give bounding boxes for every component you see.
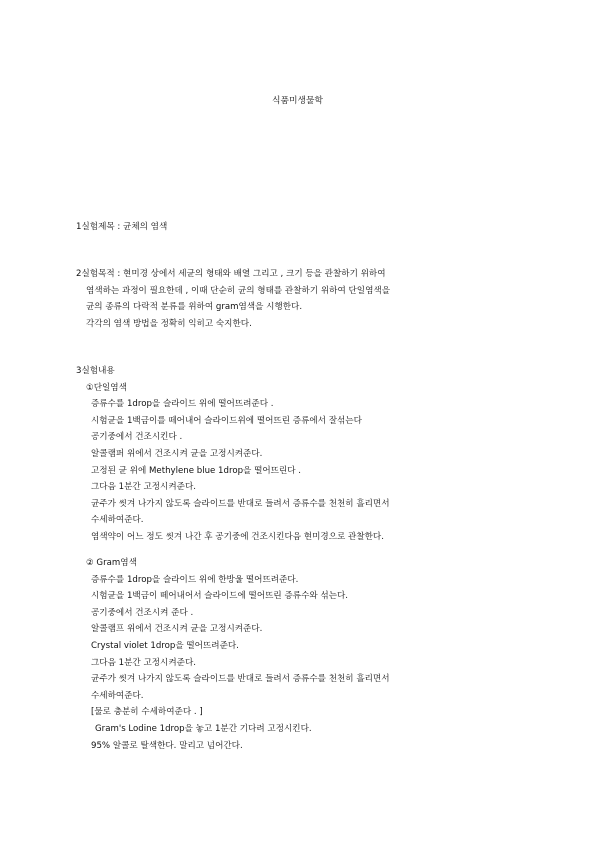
procedure-step: 공기중에서 건조시킨다 . [91, 432, 183, 443]
procedure-step: 수세하여준다. [91, 515, 144, 526]
procedure-step: [물로 충분히 수세하여준다 . ] [91, 707, 203, 718]
subsection-heading-gram-stain: ② Gram염색 [86, 558, 137, 568]
procedure-step: 알콜램프 위에서 건조시켜 균을 고정시켜준다. [91, 624, 263, 635]
procedure-step: 그다음 1분간 고정시켜준다. [91, 657, 196, 668]
section-experiment-purpose [76, 266, 516, 332]
procedure-step: 균주가 씻겨 나가지 않도록 슬라이드를 반대로 들려서 증류수를 천천히 흘리면서 [91, 674, 390, 685]
section-heading: 1실험제목 : 균체의 염색 [76, 222, 168, 232]
procedure-step: 고정된 균 위에 Methylene blue 1drop을 떨어뜨린다 . [91, 465, 302, 476]
procedure-step: 95% 알콜로 탈색한다. 말리고 넘어간다. [91, 740, 243, 751]
procedure-step: 증류수를 1drop을 슬라이드 위에 한방울 떨어뜨려준다. [91, 574, 299, 585]
paragraph-line: 염색하는 과정이 필요한데 , 이때 단순히 균의 형태를 관찰하기 위하여 단일염색을 [86, 285, 391, 296]
subsection-heading-simple-stain: ①단일염색 [86, 382, 127, 393]
procedure-step: 알콜램퍼 위에서 건조시켜 균을 고정시켜준다. [91, 448, 263, 459]
paragraph-line: 각각의 염색 방법을 정확히 익히고 숙지한다. [86, 318, 252, 329]
procedure-step: 증류수를 1drop을 슬라이드 위에 떨어뜨려준다 . [91, 399, 274, 410]
section-heading: 3실험내용 [76, 366, 115, 376]
procedure-step: 균주가 씻겨 나가지 않도록 슬라이드를 반대로 들려서 증류수를 천천히 흘리면서 [91, 498, 390, 509]
procedure-step: 염색약이 어느 정도 씻겨 나간 후 공기중에 건조시킨다음 현미경으로 관찰한다. [91, 531, 384, 542]
procedure-step: 그다음 1분간 고정시켜준다. [91, 482, 196, 493]
procedure-step: Gram's Lodine 1drop을 놓고 1분간 기다려 고정시킨다. [95, 723, 312, 734]
procedure-step: Crystal violet 1drop을 떨어뜨려준다. [91, 640, 239, 651]
procedure-step: 수세하여준다. [91, 690, 144, 701]
procedure-step: 시험균을 1백금이 떼어내어서 슬라이드에 떨어뜨린 증류수와 섞는다. [91, 591, 349, 602]
paragraph-line: 2실험목적 : 현미경 상에서 세균의 형태와 배열 그리고 , 크기 등을 관찰하기 위하여 [76, 269, 386, 279]
procedure-step: 공기중에서 건조시켜 준다 . [91, 607, 194, 618]
section-experiment-content [76, 363, 516, 546]
paragraph-line: 균의 종류의 다락적 분류를 위하여 gram염색을 시행한다. [86, 302, 303, 313]
section-gram-stain [76, 555, 516, 754]
document-title: 식품미생물학 [272, 96, 323, 106]
procedure-step: 시험균을 1백금이를 떼어내어 슬라이드위에 떨어뜨린 증류에서 잘섞는다 [91, 415, 362, 426]
section-experiment-title [76, 219, 516, 236]
